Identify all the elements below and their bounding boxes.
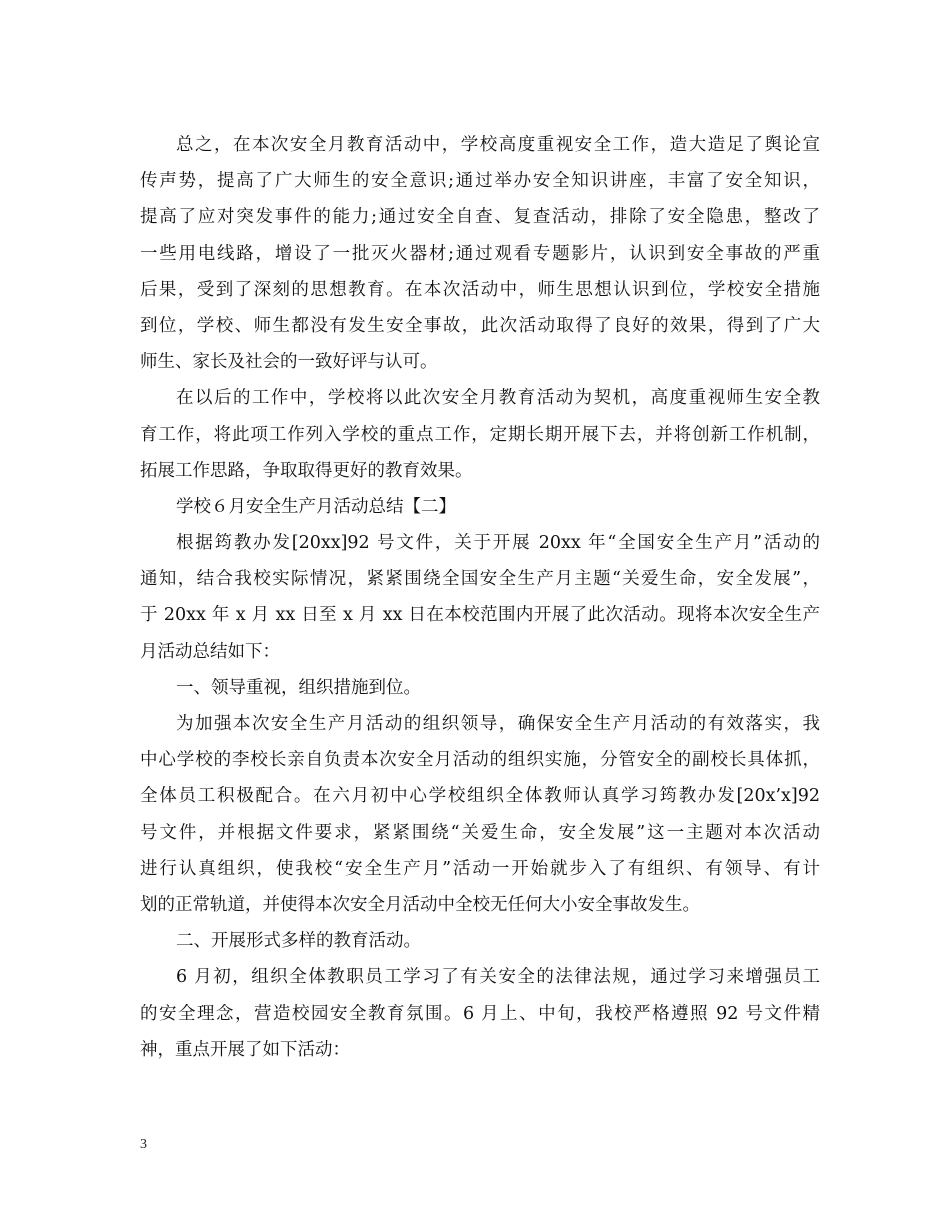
text-line: 划的正常轨道，并使得本次安全月活动中全校无任何大小安全事故发生。 [140,894,700,915]
text-line: 育工作，将此项工作列入学校的重点工作，定期长期开展下去，并将创新工作机制， [140,424,820,445]
text-line: 进行认真组织，使我校“安全生产月”活动一开始就步入了有组织、有领导、有计 [140,858,820,879]
text-line: 为加强本次安全生产月活动的组织领导，确保安全生产月活动的有效落实，我 [176,714,820,734]
text-line: 的安全理念，营造校园安全教育氛围。6 月上、中旬，我校严格遵照 92 号文件精 [140,1003,820,1024]
text-line: 二、开展形式多样的教育活动。 [176,931,421,952]
document-body [140,127,820,1068]
text-line: 传声势，提高了广大师生的安全意识;通过举办安全知识讲座，丰富了安全知识， [140,171,820,192]
text-line: 中心学校的李校长亲自负责本次安全月活动的组织实施，分管安全的副校长具体抓， [140,750,820,771]
text-line: 总之，在本次安全月教育活动中，学校高度重视安全工作，造大造足了舆论宣 [176,135,820,155]
text-line: 在以后的工作中，学校将以此次安全月教育活动为契机，高度重视师生安全教 [176,388,820,409]
text-line: 号文件，并根据文件要求，紧紧围绕“关爱生命，安全发展”这一主题对本次活动 [140,822,820,843]
text-line: 后果，受到了深刻的思想教育。在本次活动中，师生思想认识到位，学校安全措施 [140,279,820,300]
text-line: 到位，学校、师生都没有发生安全事故，此次活动取得了良好的效果，得到了广大 [140,315,820,336]
text-line: 月活动总结如下： [140,641,280,662]
text-line: 于 20xx 年 x 月 xx 日至 x 月 xx 日在本校范围内开展了此次活动。现将本次安全生产 [140,605,820,626]
text-line: 通知，结合我校实际情况，紧紧围绕全国安全生产月主题“关爱生命，安全发展”， [140,569,820,590]
text-line: 一、领导重视，组织措施到位。 [176,677,421,698]
text-line: 一些用电线路，增设了一批灭火器材;通过观看专题影片，认识到安全事故的严重 [140,243,820,264]
text-line: 根据筠教办发[20xx]92 号文件，关于开展 20xx 年“全国安全生产月”活动的 [176,533,820,554]
text-line: 神，重点开展了如下活动： [140,1039,350,1060]
text-line: 学校６月安全生产月活动总结【二】 [176,496,456,517]
text-line: 师生、家长及社会的一致好评与认可。 [140,352,438,373]
page-number: 3 [140,1137,147,1152]
text-line: 提高了应对突发事件的能力;通过安全自查、复查活动，排除了安全隐患，整改了 [140,207,820,228]
text-line: 拓展工作思路，争取取得更好的教育效果。 [140,460,473,481]
text-line: 6 月初，组织全体教职员工学习了有关安全的法律法规，通过学习来增强员工 [176,967,820,988]
text-line: 全体员工积极配合。在六月初中心学校组织全体教师认真学习筠教办发[20x’x]92 [140,786,820,807]
